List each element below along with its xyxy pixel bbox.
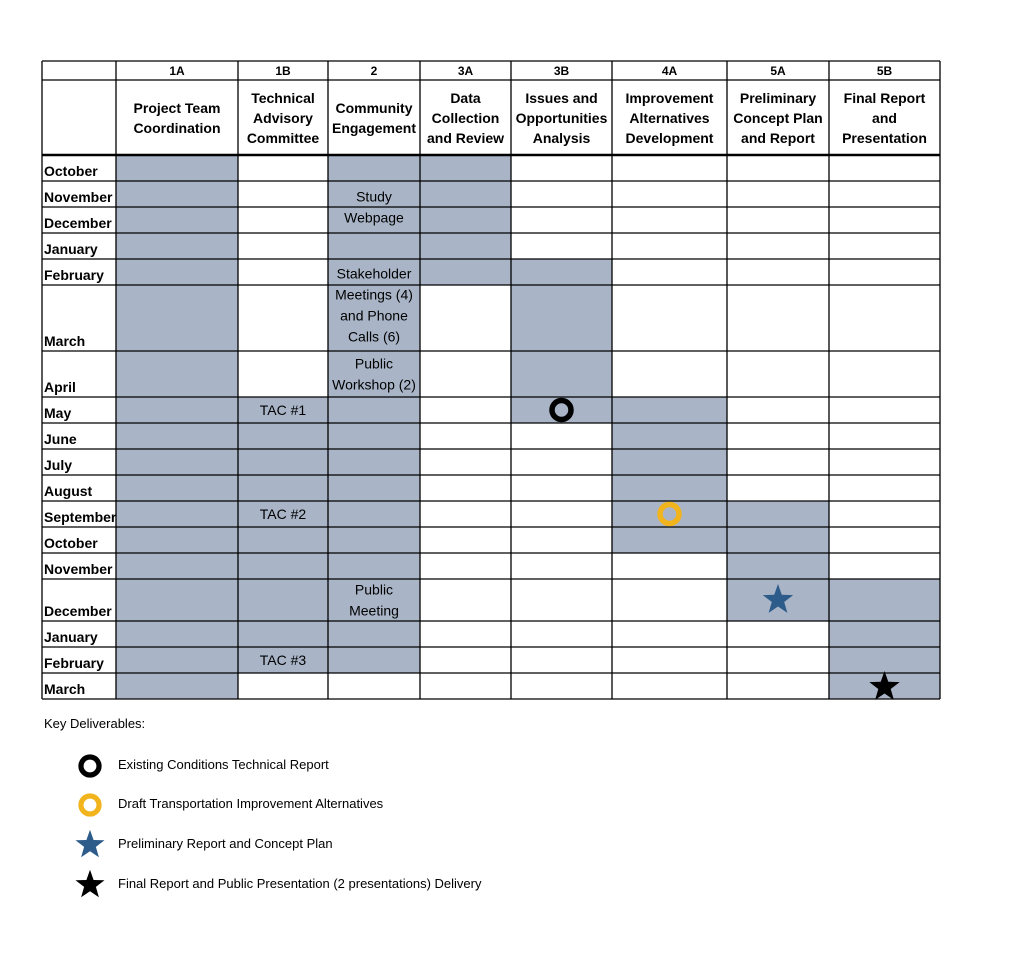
column-name: Project Team <box>133 100 221 116</box>
cell-label: Stakeholder <box>336 265 412 282</box>
column-name: Collection <box>431 110 500 126</box>
milestone-star <box>76 870 105 898</box>
milestone-circle <box>81 796 99 814</box>
month-label: November <box>44 561 113 577</box>
cell-label: Webpage <box>344 209 404 226</box>
column-name: Preliminary <box>739 90 817 106</box>
month-label: October <box>44 535 98 551</box>
month-label: October <box>44 163 98 179</box>
milestone-star <box>76 830 105 858</box>
month-label: March <box>44 333 86 349</box>
cell-label: TAC #2 <box>259 506 307 522</box>
month-label: February <box>44 655 104 671</box>
column-name: and Review <box>426 130 505 146</box>
legend-label: Draft Transportation Improvement Alternatives <box>118 796 384 811</box>
column-name: Advisory <box>253 110 313 126</box>
month-label: March <box>44 681 86 697</box>
column-code: 3B <box>553 64 570 78</box>
column-name: Analysis <box>532 130 591 146</box>
column-name: Concept Plan <box>733 110 823 126</box>
cell-label: Public <box>354 581 394 598</box>
cell-label: Meeting <box>349 602 399 619</box>
column-name: Data <box>450 90 481 106</box>
column-name: Opportunities <box>515 110 608 126</box>
column-name: and <box>872 110 897 126</box>
month-label: August <box>44 483 93 499</box>
cell-label: Study <box>356 188 392 205</box>
column-code: 3A <box>457 64 474 78</box>
column-code: 4A <box>661 64 678 78</box>
legend-label: Preliminary Report and Concept Plan <box>118 836 333 851</box>
cell-label: Public <box>354 355 394 372</box>
activity-bar <box>116 155 238 699</box>
column-name: and Report <box>741 130 815 146</box>
month-label: January <box>44 241 98 257</box>
column-code: 1B <box>275 64 291 78</box>
cell-label: Calls (6) <box>347 328 401 345</box>
month-label: November <box>44 189 113 205</box>
column-code: 2 <box>370 64 378 78</box>
legend-label: Existing Conditions Technical Report <box>118 757 329 772</box>
milestone-circle <box>81 757 99 775</box>
column-name: Coordination <box>133 120 221 136</box>
column-name: Presentation <box>842 130 927 146</box>
month-label: May <box>44 405 72 421</box>
yellow-circle-icon <box>74 789 106 821</box>
column-name: Development <box>625 130 714 146</box>
legend-title: Key Deliverables: <box>44 716 146 731</box>
activity-bar <box>238 397 328 673</box>
month-label: June <box>44 431 77 447</box>
column-name: Issues and <box>525 90 598 106</box>
legend-label: Final Report and Public Presentation (2 presentations) Delivery <box>118 876 482 891</box>
column-code: 5B <box>876 64 893 78</box>
black-circle-icon <box>74 750 106 782</box>
column-name: Committee <box>246 130 320 146</box>
column-name: Improvement <box>625 90 714 106</box>
month-label: September <box>44 509 117 525</box>
column-name: Community <box>335 100 413 116</box>
month-label: December <box>44 215 112 231</box>
cell-label: and Phone <box>340 307 408 324</box>
column-name: Technical <box>251 90 315 106</box>
column-name: Alternatives <box>629 110 710 126</box>
cell-label: Workshop (2) <box>332 376 416 393</box>
legend-item <box>74 829 574 859</box>
black-star-icon <box>74 869 106 901</box>
cell-label: TAC #3 <box>259 652 307 668</box>
legend-item <box>74 869 574 899</box>
activity-bar <box>420 155 511 285</box>
cell-label: TAC #1 <box>259 402 307 418</box>
month-label: July <box>44 457 73 473</box>
month-label: December <box>44 603 112 619</box>
column-name: Engagement <box>331 120 417 136</box>
legend <box>44 716 482 891</box>
legend-item <box>74 750 574 780</box>
month-label: January <box>44 629 98 645</box>
month-label: April <box>44 379 76 395</box>
column-code: 5A <box>770 64 786 78</box>
cell-label: Meetings (4) <box>335 286 413 303</box>
legend-item <box>74 789 574 819</box>
blue-star-icon <box>74 829 106 861</box>
column-code: 1A <box>169 64 185 78</box>
column-name: Final Report <box>843 90 926 106</box>
month-label: February <box>44 267 104 283</box>
